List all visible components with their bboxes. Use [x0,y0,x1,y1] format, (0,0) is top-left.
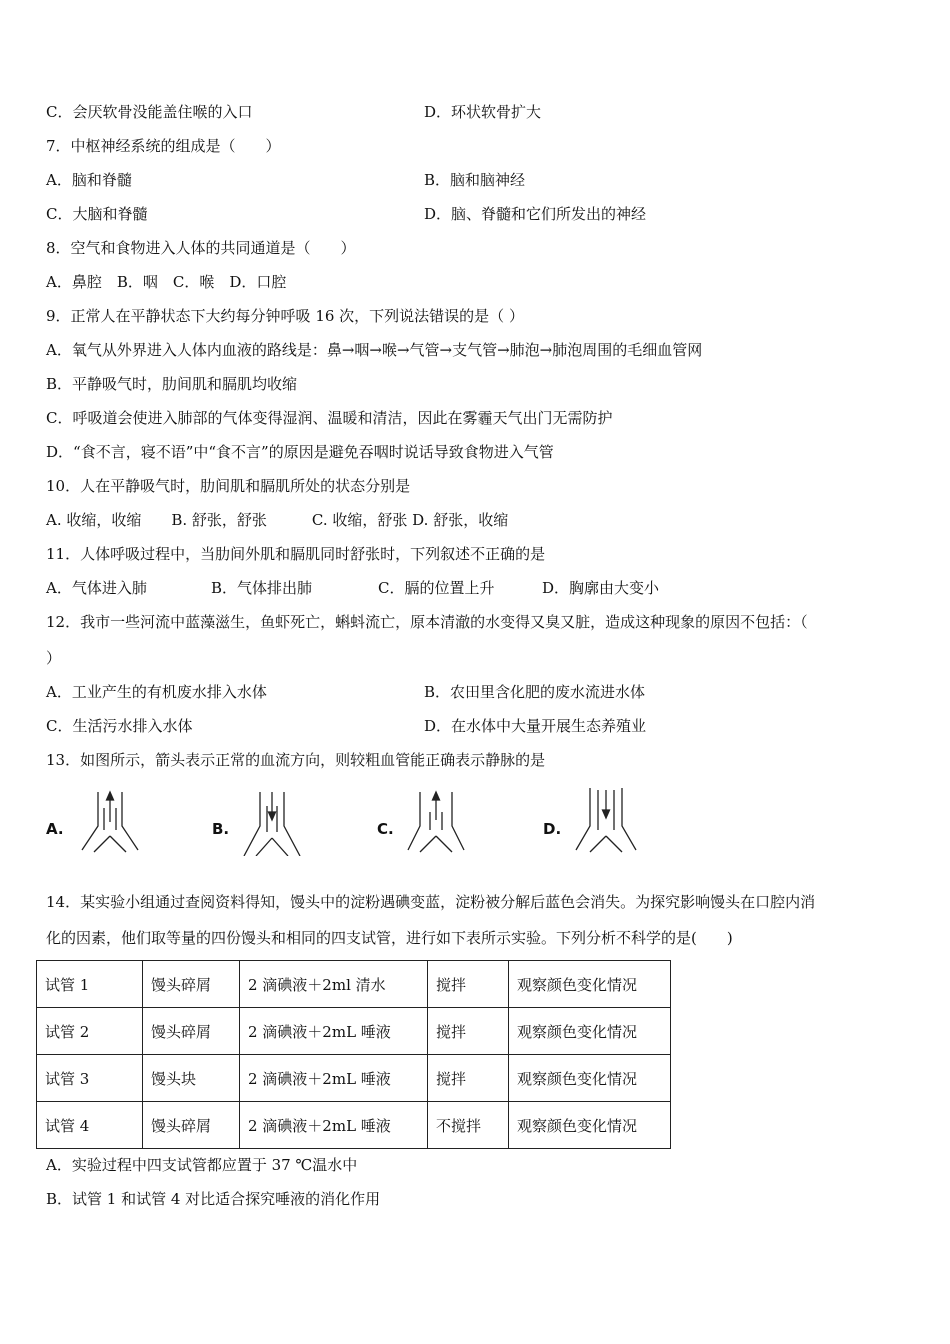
table-cell: 馒头块 [143,1055,240,1102]
q14-stem-line2: 化的因素，他们取等量的四份馒头和相同的四支试管，进行如下表所示实验。下列分析不科学的是( ) [46,929,733,947]
q12-stem-cont: ） [46,649,62,667]
q14-option-b: B．试管 1 和试管 4 对比适合探究唾液的消化作用 [46,1190,381,1208]
table-cell: 试管 2 [37,1008,143,1055]
table-cell: 不搅拌 [428,1102,509,1149]
q9-option-b: B．平静吸气时，肋间肌和膈肌均收缩 [46,375,298,393]
q7-option-c: C．大脑和脊髓 [46,205,148,223]
q13-stem: 13．如图所示，箭头表示正常的血流方向，则较粗血管能正确表示静脉的是 [46,751,546,769]
q12-row-cd [46,716,647,736]
table-cell: 馒头碎屑 [143,1008,240,1055]
table-cell: 2 滴碘液＋2mL 唾液 [240,1055,428,1102]
q12-stem: 12．我市一些河流中蓝藻滋生，鱼虾死亡，蝌蚪流亡，原本清澈的水变得又臭又脏，造成这种现象的原因不包括：（ [46,613,808,631]
table-cell: 2 滴碘液＋2ml 清水 [240,961,428,1008]
q12-option-b: B．农田里含化肥的废水流进水体 [424,683,646,701]
q12-option-d: D．在水体中大量开展生态养殖业 [424,717,647,735]
q13-label-b: B. [212,820,230,838]
q11-options-row [46,578,660,598]
q13-vessel-diagram-c [406,786,466,856]
q9-option-d: D．“食不言，寝不语”中“食不言”的原因是避免吞咽时说话导致食物进入气管 [46,443,554,461]
q9-option-a: A．氧气从外界进入人体内血液的路线是：鼻→咽→喉→气管→支气管→肺泡→肺泡周围的毛细血管网 [46,341,703,359]
q12-row-ab [46,682,646,702]
q13-vessel-diagram-d [574,786,638,856]
q7-option-b: B．脑和脑神经 [424,171,526,189]
q6-option-d: D．环状软骨扩大 [424,103,542,121]
q12-option-a: A．工业产生的有机废水排入水体 [46,683,267,701]
q8-options: A．鼻腔 B．咽 C．喉 D．口腔 [46,273,287,291]
q8-stem: 8．空气和食物进入人体的共同通道是（ ） [46,239,356,257]
table-cell: 搅拌 [428,1008,509,1055]
table-row [37,1055,671,1102]
q7-row-cd [46,204,647,224]
table-cell: 观察颜色变化情况 [509,961,671,1008]
table-row [37,1102,671,1149]
table-cell: 搅拌 [428,1055,509,1102]
q13-label-a: A. [46,820,64,838]
q11-option-c: C．膈的位置上升 [378,579,495,597]
q11-option-b: B．气体排出肺 [211,579,313,597]
q14-option-a: A．实验过程中四支试管都应置于 37 ℃温水中 [46,1156,358,1174]
q11-option-d: D．胸廓由大变小 [542,579,660,597]
table-cell: 观察颜色变化情况 [509,1102,671,1149]
table-cell: 馒头碎屑 [143,1102,240,1149]
q14-experiment-table [36,960,671,1149]
q7-stem: 7．中枢神经系统的组成是（ ） [46,137,281,155]
q7-option-d: D．脑、脊髓和它们所发出的神经 [424,205,647,223]
q7-option-a: A．脑和脊髓 [46,171,132,189]
q14-stem-line1: 14．某实验小组通过查阅资料得知，馒头中的淀粉遇碘变蓝，淀粉被分解后蓝色会消失。为探究影响馒头在口腔内消 [46,893,816,911]
q9-stem: 9．正常人在平静状态下大约每分钟呼吸 16 次，下列说法错误的是（ ） [46,307,524,325]
table-cell: 馒头碎屑 [143,961,240,1008]
q12-option-c: C．生活污水排入水体 [46,717,193,735]
q6-options-row [46,102,542,122]
table-cell: 试管 3 [37,1055,143,1102]
table-cell: 2 滴碘液＋2mL 唾液 [240,1102,428,1149]
q13-vessel-diagram-b [242,786,302,856]
table-cell: 试管 1 [37,961,143,1008]
q11-stem: 11．人体呼吸过程中，当肋间外肌和膈肌同时舒张时，下列叙述不正确的是 [46,545,546,563]
table-cell: 搅拌 [428,961,509,1008]
q10-stem: 10．人在平静吸气时，肋间肌和膈肌所处的状态分别是 [46,477,411,495]
q10-options: A. 收缩，收缩 B. 舒张，舒张 C. 收缩，舒张 D. 舒张，收缩 [46,511,509,529]
table-cell: 试管 4 [37,1102,143,1149]
q13-vessel-diagram-a [80,786,140,856]
q11-option-a: A．气体进入肺 [46,579,147,597]
table-row [37,961,671,1008]
table-row [37,1008,671,1055]
q6-option-c: C．会厌软骨没能盖住喉的入口 [46,103,253,121]
q13-label-d: D. [543,820,562,838]
table-cell: 观察颜色变化情况 [509,1055,671,1102]
q13-label-c: C. [377,820,394,838]
q7-row-ab [46,170,526,190]
q9-option-c: C．呼吸道会使进入肺部的气体变得湿润、温暖和清洁，因此在雾霾天气出门无需防护 [46,409,613,427]
table-cell: 2 滴碘液＋2mL 唾液 [240,1008,428,1055]
table-cell: 观察颜色变化情况 [509,1008,671,1055]
